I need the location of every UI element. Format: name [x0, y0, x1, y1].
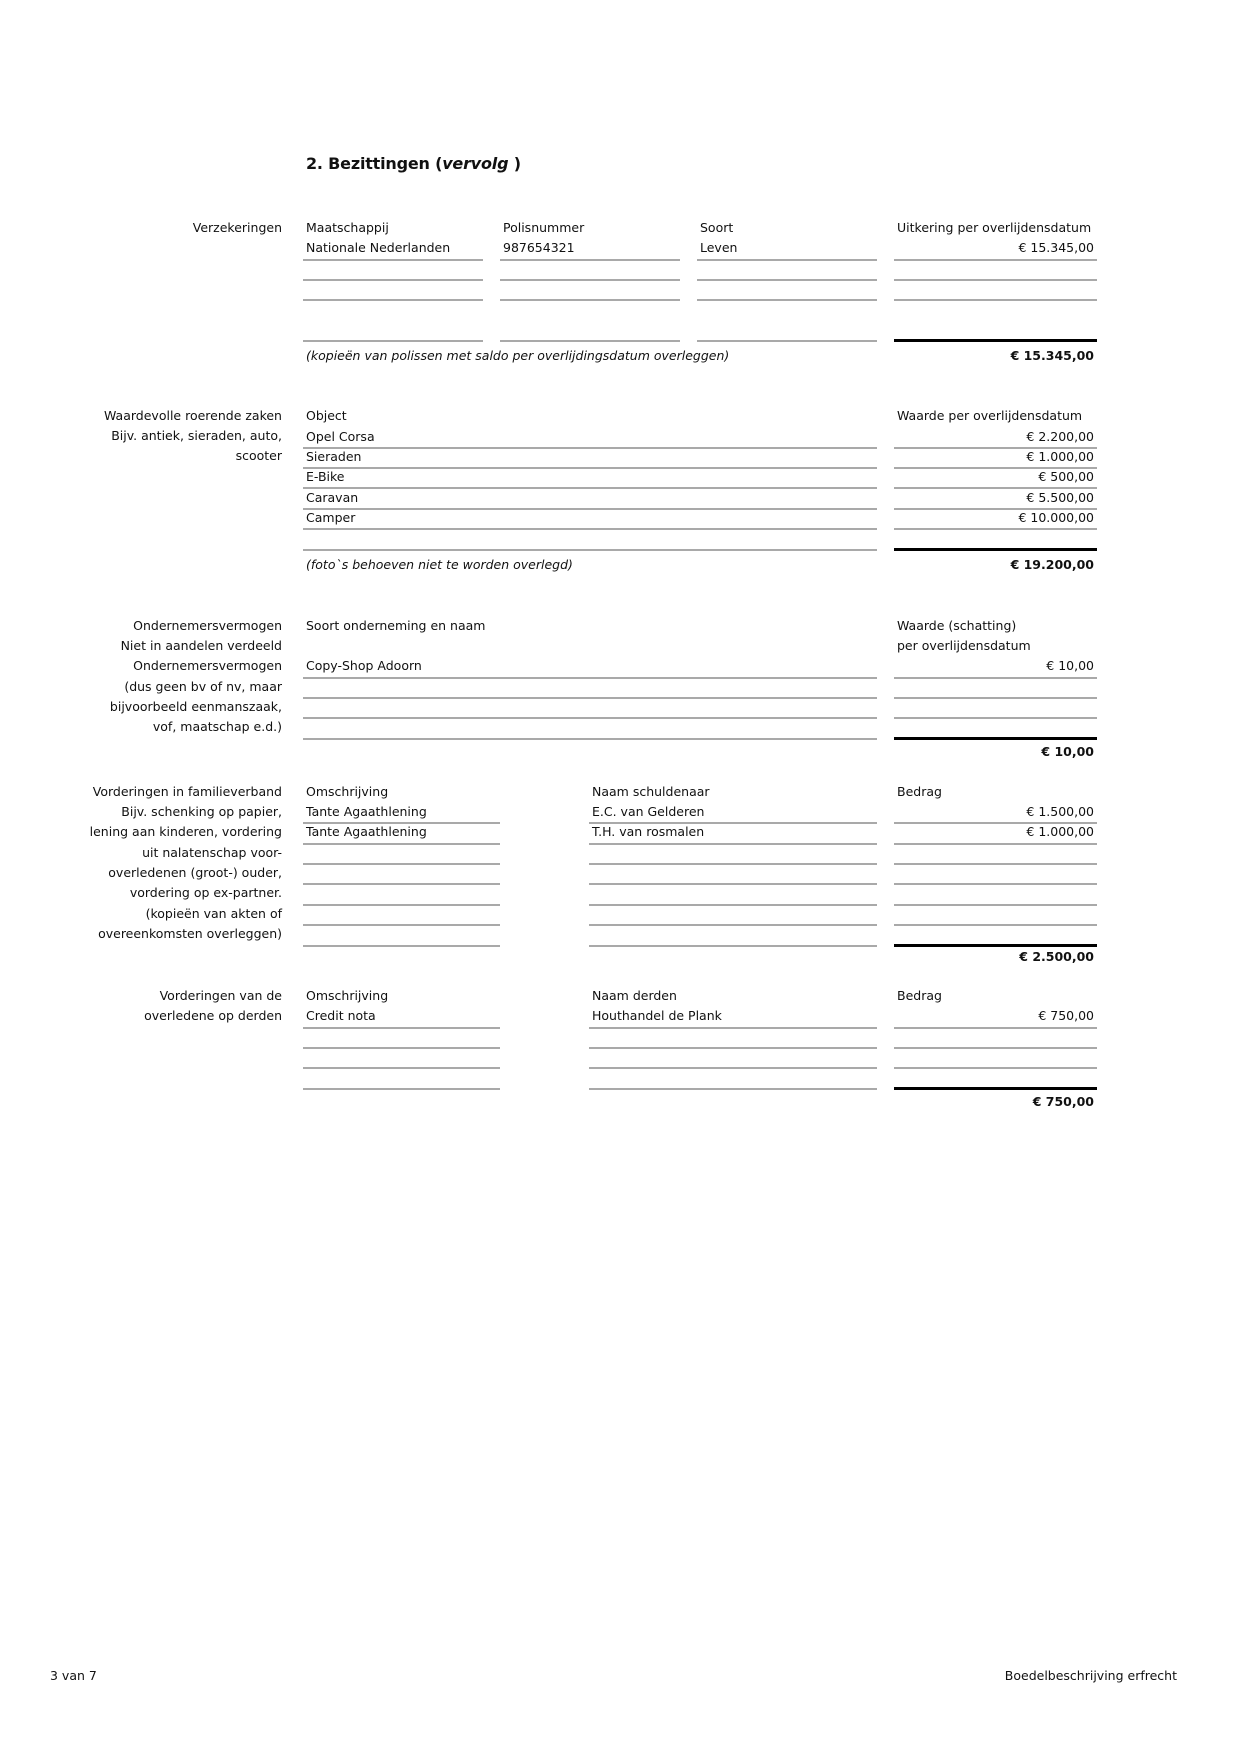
field-line — [894, 487, 1097, 489]
column-header: Uitkering per overlijdensdatum — [897, 220, 1092, 235]
field-line — [303, 1088, 500, 1090]
column-header: Waarde per overlijdensdatum — [897, 408, 1083, 423]
section-total: € 750,00 — [1032, 1094, 1094, 1109]
section-label: Waardevolle roerende zaken — [104, 408, 282, 423]
section-label: Vorderingen van de — [159, 988, 282, 1003]
field-line — [303, 904, 500, 906]
column-header: Maatschappij — [306, 220, 389, 235]
field-line — [589, 863, 877, 865]
field-line — [894, 259, 1097, 261]
section-label-detail: (dus geen bv of nv, maar — [124, 679, 282, 694]
field-onderneming[interactable]: Copy-Shop Adoorn — [306, 658, 422, 673]
field-maatschappij[interactable]: Nationale Nederlanden — [306, 240, 451, 255]
field-object[interactable]: Camper — [306, 510, 356, 525]
section-label-detail: uit nalatenschap voor- — [142, 845, 282, 860]
field-line — [589, 924, 877, 926]
field-omschrijving[interactable]: Credit nota — [306, 1008, 376, 1023]
column-header: Naam schuldenaar — [592, 784, 710, 799]
column-header: Bedrag — [897, 988, 942, 1003]
field-line — [894, 924, 1097, 926]
field-line — [303, 945, 500, 947]
field-line — [303, 822, 500, 824]
column-header: Waarde (schatting) — [897, 618, 1017, 633]
field-line — [303, 279, 483, 281]
section-label-detail: scooter — [235, 448, 282, 463]
field-line — [894, 447, 1097, 449]
section-total: € 10,00 — [1041, 744, 1094, 759]
field-line — [697, 259, 877, 261]
field-line — [697, 340, 877, 342]
section-note: (kopieën van polissen met saldo per overlijdingsdatum overleggen) — [306, 348, 730, 363]
field-line — [303, 697, 877, 699]
field-line — [303, 487, 877, 489]
field-bedrag[interactable]: € 1.500,00 — [1026, 804, 1094, 819]
field-object[interactable]: Opel Corsa — [306, 429, 375, 444]
field-line — [303, 843, 500, 845]
field-line — [894, 697, 1097, 699]
field-line — [500, 279, 680, 281]
field-polisnummer[interactable]: 987654321 — [503, 240, 575, 255]
field-waarde[interactable]: € 1.000,00 — [1026, 449, 1094, 464]
field-line — [589, 1047, 877, 1049]
field-naam-derden[interactable]: Houthandel de Plank — [592, 1008, 722, 1023]
field-line — [303, 528, 877, 530]
field-line — [589, 1067, 877, 1069]
field-waarde[interactable]: € 2.200,00 — [1026, 429, 1094, 444]
field-waarde[interactable]: € 10,00 — [1046, 658, 1094, 673]
field-line — [697, 299, 877, 301]
field-line — [894, 904, 1097, 906]
field-line — [589, 1027, 877, 1029]
field-line — [589, 945, 877, 947]
column-header: Omschrijving — [306, 784, 389, 799]
field-line — [894, 279, 1097, 281]
field-line — [697, 279, 877, 281]
field-line — [303, 738, 877, 740]
field-line — [303, 677, 877, 679]
field-line — [589, 822, 877, 824]
section-title-close: ) — [508, 154, 521, 173]
total-line — [894, 737, 1097, 740]
field-line — [303, 467, 877, 469]
field-uitkering[interactable]: € 15.345,00 — [1018, 240, 1094, 255]
section-label-detail: overledene op derden — [144, 1008, 282, 1023]
field-naam-schuldenaar[interactable]: T.H. van rosmalen — [592, 824, 705, 839]
section-label-detail: Ondernemersvermogen — [133, 658, 282, 673]
field-line — [894, 822, 1097, 824]
section-label: Verzekeringen — [192, 220, 282, 235]
page-number: 3 van 7 — [50, 1668, 97, 1683]
field-line — [303, 883, 500, 885]
field-line — [303, 549, 877, 551]
section-label-detail: vordering op ex-partner. — [129, 885, 282, 900]
field-waarde[interactable]: € 5.500,00 — [1026, 490, 1094, 505]
field-line — [894, 299, 1097, 301]
column-header: Soort onderneming en naam — [306, 618, 486, 633]
field-line — [303, 259, 483, 261]
section-label-detail: (kopieën van akten of — [145, 906, 282, 921]
section-total: € 15.345,00 — [1010, 348, 1094, 363]
section-label-detail: overeenkomsten overleggen) — [98, 926, 282, 941]
field-line — [894, 1047, 1097, 1049]
field-line — [303, 1067, 500, 1069]
field-line — [303, 447, 877, 449]
field-line — [589, 1088, 877, 1090]
field-line — [894, 843, 1097, 845]
column-header: Polisnummer — [503, 220, 585, 235]
section-title-italic: vervolg — [442, 154, 509, 173]
field-line — [303, 299, 483, 301]
total-line — [894, 1087, 1097, 1090]
total-line — [894, 339, 1097, 342]
column-header: Soort — [700, 220, 734, 235]
field-object[interactable]: E-Bike — [306, 469, 345, 484]
section-title — [306, 154, 521, 173]
section-label-detail: overledenen (groot-) ouder, — [108, 865, 282, 880]
section-label: Vorderingen in familieverband — [92, 784, 282, 799]
field-line — [894, 1067, 1097, 1069]
section-label-detail: Niet in aandelen verdeeld — [120, 638, 282, 653]
field-bedrag[interactable]: € 750,00 — [1038, 1008, 1094, 1023]
column-header: Naam derden — [592, 988, 677, 1003]
field-line — [894, 528, 1097, 530]
field-soort[interactable]: Leven — [700, 240, 738, 255]
field-line — [303, 340, 483, 342]
field-line — [303, 1027, 500, 1029]
field-naam-schuldenaar[interactable]: E.C. van Gelderen — [592, 804, 705, 819]
field-line — [894, 467, 1097, 469]
field-line — [303, 508, 877, 510]
field-omschrijving[interactable]: Tante Agaathlening — [306, 824, 427, 839]
field-line — [894, 677, 1097, 679]
field-line — [500, 299, 680, 301]
section-label: Ondernemersvermogen — [133, 618, 282, 633]
section-label-detail: Bijv. antiek, sieraden, auto, — [111, 428, 282, 443]
field-line — [894, 883, 1097, 885]
field-line — [303, 717, 877, 719]
section-label-detail: bijvoorbeeld eenmanszaak, — [109, 699, 282, 714]
column-header: Omschrijving — [306, 988, 389, 1003]
field-line — [589, 904, 877, 906]
field-line — [303, 863, 500, 865]
document-title: Boedelbeschrijving erfrecht — [1004, 1668, 1177, 1683]
field-bedrag[interactable]: € 1.000,00 — [1026, 824, 1094, 839]
section-label-detail: vof, maatschap e.d.) — [152, 719, 282, 734]
field-line — [303, 1047, 500, 1049]
field-line — [500, 340, 680, 342]
field-waarde[interactable]: € 10.000,00 — [1018, 510, 1094, 525]
field-object[interactable]: Sieraden — [306, 449, 362, 464]
field-line — [589, 843, 877, 845]
column-header: Bedrag — [897, 784, 942, 799]
section-title-text: 2. Bezittingen ( — [306, 154, 443, 173]
field-line — [303, 924, 500, 926]
total-line — [894, 548, 1097, 551]
section-total: € 19.200,00 — [1010, 557, 1094, 572]
column-header: Object — [306, 408, 347, 423]
section-label-detail: Bijv. schenking op papier, — [121, 804, 282, 819]
field-line — [894, 717, 1097, 719]
field-object[interactable]: Caravan — [306, 490, 359, 505]
section-note: (foto`s behoeven niet te worden overlegd) — [306, 557, 573, 572]
field-line — [894, 863, 1097, 865]
field-line — [589, 883, 877, 885]
field-omschrijving[interactable]: Tante Agaathlening — [306, 804, 427, 819]
field-waarde[interactable]: € 500,00 — [1038, 469, 1094, 484]
field-line — [500, 259, 680, 261]
section-total: € 2.500,00 — [1019, 949, 1094, 964]
field-line — [894, 508, 1097, 510]
field-line — [894, 1027, 1097, 1029]
column-header: per overlijdensdatum — [897, 638, 1031, 653]
section-label-detail: lening aan kinderen, vordering — [89, 824, 282, 839]
